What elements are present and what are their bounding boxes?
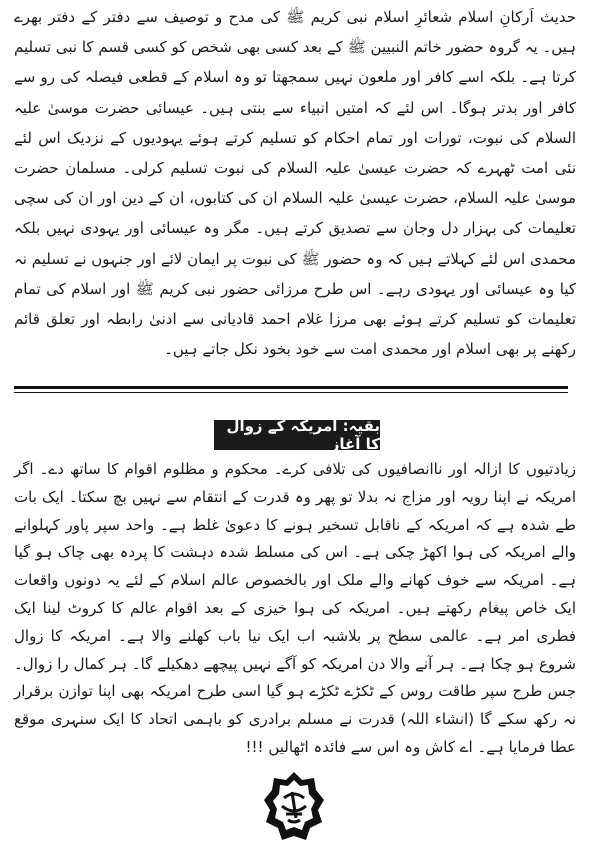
calligraphy-emblem-icon [262, 770, 326, 844]
section-heading [214, 417, 380, 453]
article-paragraph-bottom: زیادتیوں کا ازالہ اور ناانصافیوں کی تلافی کرے۔ محکوم و مظلوم اقوام کا ساتھ دے۔ اگر امریکہ نے اپنا رویہ اور مزاج نہ بدلا تو پھر وہ قدرت کے انتقام سے نہیں بچ سکتا۔ ایک بات طے شدہ ہے کہ امریکہ کے ناقابل تسخیر ہونے کا دعویٰ غلط ہے۔ واحد سپر پاور کہلوانے والے امریکہ کی ہوا اکھڑ چکی ہے۔ اس کی مسلط شدہ دہشت کا پردہ بھی چاک ہو گیا ہے۔ امریکہ سے خوف کھانے والے ملک اور بالخصوص عالم اسلام کے لئے یہ دونوں واقعات ایک خاص پیغام رکھتے ہیں۔ امریکہ کی ہوا خیزی کے بعد اقوام عالم کا کروٹ لینا ایک فطری امر ہے۔ عالمی سطح پر بلاشبہ اب ایک نیا باب کھلنے والا ہے۔ امریکہ کا زوال شروع ہو چکا ہے۔ ہر آنے والا دن امریکہ کو آگے نہیں پیچھے دھکیلے گا۔ ہر کمال را زوال۔ جس طرح سپر طاقت روس کے ٹکڑے ٹکڑے ہو گیا اسی طرح امریکہ بھی اپنا توازن برقرار نہ رکھ سکے گا (انشاء اللہ) قدرت نے مسلم برادری کو باہمی اتحاد کا ایک سنہری موقع عطا فرمایا ہے۔ اے کاش وہ اس سے فائدہ اٹھالیں !!! [14, 460, 576, 756]
section-heading-text: بقیہ: امریکہ کے زوال کا آغاز [226, 417, 380, 453]
article-paragraph-top: حدیث اَرکانِ اسلام شعائرِ اسلام نبی کریم ﷺ کی مدح و توصیف سے دفتر کے دفتر بھرے ہیں۔ یہ گروہ حضور خاتم النبیین ﷺ کے بعد کسی بھی شخص کو کسی قسم کا نبی تسلیم کرتا ہے۔ بلکہ اسے کافر اور ملعون نہیں سمجھتا تو وہ اسلام کے قطعی فیصلہ کی رو سے کافر اور بدتر ہوگا۔ اس لئے کہ امتیں انبیاء سے بنتی ہیں۔ عیسائی حضرت موسیٰ علیہ السلام کی نبوت، تورات اور تمام احکام کو تسلیم کرتے ہوئے یہودیوں کے نزدیک اس لئے نئی امت ٹھہرے کہ حضرت عیسیٰ علیہ السلام کی نبوت تسلیم کرلی۔ مسلمان حضرت موسیٰ علیہ السلام، حضرت عیسیٰ علیہ السلام ان کی کتابوں، ان کے دین اور ان کی سچی تعلیمات کی بہزار دل وجان سے تصدیق کرتے ہیں۔ مگر وہ عیسائی اور یہودی نہیں بلکہ محمدی اس لئے کہلاتے ہیں کہ وہ حضور ﷺ کی نبوت پر ایمان لائے اور جنہوں نے تسلیم نہ کیا وہ عیسائی اور یہودی رہے۔ اس طرح مرزائی حضور نبی کریم ﷺ اور اسلام کی تمام تعلیمات کو تسلیم کرتے ہوئے بھی مرزا غلام احمد قادیانی سے ادنیٰ رابطہ اور تعلق قائم رکھنے پر بھی اسلام اور محمدی امت سے خود بخود نکل جاتے ہیں۔ [14, 8, 576, 359]
section-divider [14, 386, 568, 389]
section-divider-thin [14, 392, 568, 393]
